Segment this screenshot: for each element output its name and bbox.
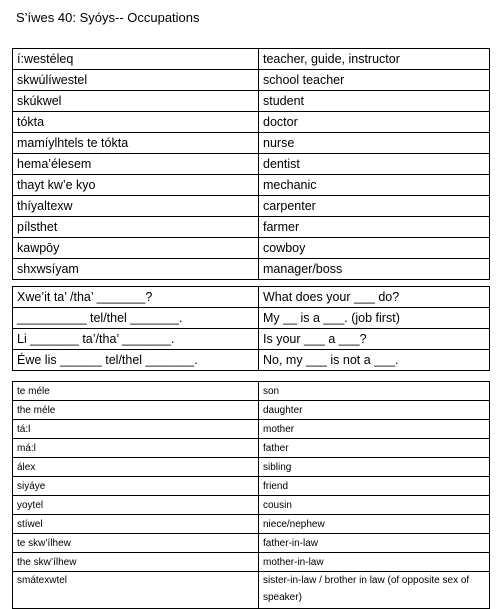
table-row — [13, 329, 490, 350]
table-row — [13, 496, 490, 515]
table-row — [13, 217, 490, 238]
english-cell: school teacher — [259, 70, 490, 91]
phrases-table — [12, 286, 490, 371]
halqemeylem-cell: __________ tel/thel _______. — [13, 308, 259, 329]
table-row — [13, 154, 490, 175]
occupations-table — [12, 48, 490, 280]
halqemeylem-cell: pílsthet — [13, 217, 259, 238]
english-cell: sister-in-law / brother in law (of opposite sex of speaker) — [259, 572, 490, 609]
english-cell: mother-in-law — [259, 553, 490, 572]
table-row — [13, 439, 490, 458]
table-row — [13, 477, 490, 496]
table-row — [13, 350, 490, 371]
table-row — [13, 458, 490, 477]
halqemeylem-cell: má:l — [13, 439, 259, 458]
halqemeylem-cell: te méle — [13, 382, 259, 401]
table-row — [13, 175, 490, 196]
halqemeylem-cell: tá:l — [13, 420, 259, 439]
table-row — [13, 70, 490, 91]
halqemeylem-cell: mamíylhtels te tókta — [13, 133, 259, 154]
english-cell: nurse — [259, 133, 490, 154]
page-title: S’íwes 40: Syóys-- Occupations — [16, 10, 200, 25]
english-cell: daughter — [259, 401, 490, 420]
table-row — [13, 401, 490, 420]
english-cell: niece/nephew — [259, 515, 490, 534]
halqemeylem-cell: kawpōy — [13, 238, 259, 259]
english-cell: son — [259, 382, 490, 401]
english-cell: student — [259, 91, 490, 112]
english-cell: What does your ___ do? — [259, 287, 490, 308]
halqemeylem-cell: shxwsíyam — [13, 259, 259, 280]
english-cell: My __ is a ___. (job first) — [259, 308, 490, 329]
english-cell: friend — [259, 477, 490, 496]
halqemeylem-cell: thayt kw’e kyo — [13, 175, 259, 196]
english-cell: father-in-law — [259, 534, 490, 553]
english-cell: Is your ___ a ___? — [259, 329, 490, 350]
english-cell: sibling — [259, 458, 490, 477]
table-row — [13, 133, 490, 154]
table-row — [13, 238, 490, 259]
english-cell: mechanic — [259, 175, 490, 196]
english-cell: cousin — [259, 496, 490, 515]
halqemeylem-cell: smátexwtel — [13, 572, 259, 609]
english-cell: doctor — [259, 112, 490, 133]
halqemeylem-cell: siyáye — [13, 477, 259, 496]
english-cell: carpenter — [259, 196, 490, 217]
halqemeylem-cell: the méle — [13, 401, 259, 420]
halqemeylem-cell: the skw’ílhew — [13, 553, 259, 572]
table-row — [13, 553, 490, 572]
table-row — [13, 196, 490, 217]
halqemeylem-cell: Li _______ ta’/tha’ _______. — [13, 329, 259, 350]
english-cell: farmer — [259, 217, 490, 238]
table-row — [13, 420, 490, 439]
english-cell: mother — [259, 420, 490, 439]
family-table — [12, 381, 490, 609]
halqemeylem-cell: hema’élesem — [13, 154, 259, 175]
english-cell: cowboy — [259, 238, 490, 259]
table-row — [13, 534, 490, 553]
table-row — [13, 49, 490, 70]
halqemeylem-cell: skwúlíwestel — [13, 70, 259, 91]
halqemeylem-cell: te skw’ílhew — [13, 534, 259, 553]
table-row — [13, 382, 490, 401]
halqemeylem-cell: thíyaltexw — [13, 196, 259, 217]
table-row — [13, 91, 490, 112]
english-cell: dentist — [259, 154, 490, 175]
table-row — [13, 515, 490, 534]
halqemeylem-cell: í:westéleq — [13, 49, 259, 70]
halqemeylem-cell: álex — [13, 458, 259, 477]
table-row — [13, 287, 490, 308]
english-cell: manager/boss — [259, 259, 490, 280]
halqemeylem-cell: yoytel — [13, 496, 259, 515]
halqemeylem-cell: stíwel — [13, 515, 259, 534]
english-cell: teacher, guide, instructor — [259, 49, 490, 70]
english-cell: No, my ___ is not a ___. — [259, 350, 490, 371]
halqemeylem-cell: skúkwel — [13, 91, 259, 112]
table-row — [13, 112, 490, 133]
english-cell: father — [259, 439, 490, 458]
table-row — [13, 572, 490, 609]
table-row — [13, 259, 490, 280]
halqemeylem-cell: Éwe lis ______ tel/thel _______. — [13, 350, 259, 371]
halqemeylem-cell: tókta — [13, 112, 259, 133]
halqemeylem-cell: Xwe’it ta’ /tha’ _______? — [13, 287, 259, 308]
table-row — [13, 308, 490, 329]
